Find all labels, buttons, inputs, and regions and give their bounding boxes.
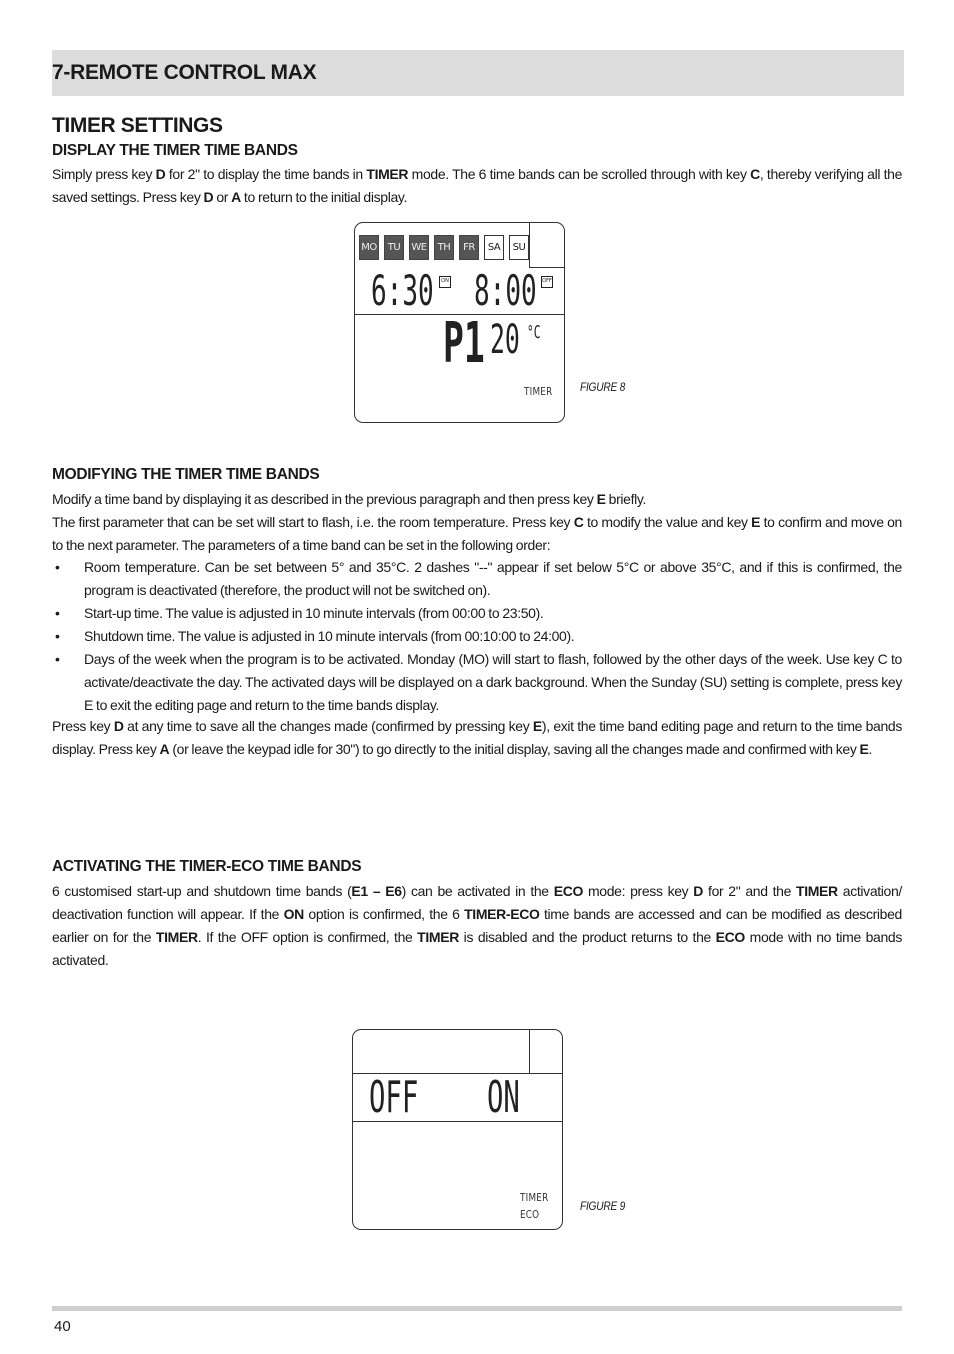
activate-paragraph: 6 customised start-up and shutdown time bands (E1 – E6) can be activated in the ECO mode: press key D for 2" and the TIMER activation/ deactivation function will appear. If the ON option is confirmed, the 6 TIMER-ECO time bands are accessed and can be modified as described earlier on for the TIMER. If the OFF option is confirmed, the TIMER is disabled and the product returns to the ECO mode with no time bands activated. <box>52 883 902 968</box>
section-header-bar <box>52 50 904 96</box>
stop-time: 8:00 <box>474 266 537 315</box>
list-item: • Start-up time. The value is adjusted in 10 minute intervals (from 00:00 to 23:50). <box>52 602 902 625</box>
section-title: 7-REMOTE CONTROL MAX <box>52 61 317 84</box>
day-we: WE <box>409 235 429 260</box>
display-paragraph: Simply press key D for 2" to display the time bands in TIMER mode. The 6 time bands can be scrolled through with key C, thereby verifying all the saved settings. Press key D or A to return to the initial display. <box>52 166 903 205</box>
parameter-list <box>52 556 902 717</box>
timer-settings-title: TIMER SETTINGS <box>52 114 223 137</box>
modify-paragraph-2: The first parameter that can be set will start to flash, i.e. the room temperature. Press key C to modify the value and key E to confirm and move on to the next parameter. The parameters of a time band can be set in the following order: <box>52 514 902 553</box>
lcd-corner-segment <box>529 223 564 268</box>
modify-heading: MODIFYING THE TIMER TIME BANDS <box>52 466 320 483</box>
list-item: • Days of the week when the program is to be activated. Monday (MO) will start to flash, followed by the other days of the week. Use key C to activate/deactivate the day. The activated days will be displayed on a dark background. When the Sunday (SU) setting is complete, press key E to exit the editing page and return to the time bands display. <box>52 648 902 717</box>
mode-label-timer: TIMER <box>520 1191 549 1204</box>
display-heading: DISPLAY THE TIMER TIME BANDS <box>52 142 298 159</box>
mode-label-eco: ECO <box>520 1208 540 1221</box>
figure8-caption: FIGURE 8 <box>580 380 626 394</box>
off-option: OFF <box>369 1072 419 1123</box>
activate-heading: ACTIVATING THE TIMER-ECO TIME BANDS <box>52 858 362 875</box>
page-number: 40 <box>54 1318 71 1335</box>
mode-label: TIMER <box>524 385 553 398</box>
start-time: 6:30 <box>371 266 434 315</box>
day-th: TH <box>434 235 454 260</box>
lcd-display-figure8 <box>354 222 565 423</box>
lcd-corner-segment <box>529 1030 530 1073</box>
day-tu: TU <box>384 235 404 260</box>
day-mo: MO <box>359 235 379 260</box>
program-number: P1 <box>443 311 485 376</box>
day-sa: SA <box>484 235 504 260</box>
list-item: • Shutdown time. The value is adjusted in 10 minute intervals (from 00:10:00 to 24:00). <box>52 625 902 648</box>
modify-paragraph-1: Modify a time band by displaying it as described in the previous paragraph and then press key E briefly. <box>52 491 647 507</box>
weekday-row <box>359 235 529 260</box>
footer-rule <box>52 1306 902 1311</box>
modify-paragraph-3: Press key D at any time to save all the changes made (confirmed by pressing key E), exit the time band editing page and return to the time bands display. Press key A (or leave the keypad idle for 30") to go directly to the initial display, saving all the changes made and confirmed with key E. <box>52 718 902 757</box>
on-indicator: ON <box>439 276 451 288</box>
day-fr: FR <box>459 235 479 260</box>
list-item: • Room temperature. Can be set between 5° and 35°C. 2 dashes "--" appear if set below 5°C or above 35°C, and if this is confirmed, the program is deactivated (therefore, the product will not be switched on). <box>52 556 902 602</box>
temperature-unit: °C <box>527 322 541 343</box>
off-indicator: OFF <box>541 276 553 288</box>
day-su: SU <box>509 235 529 260</box>
lcd-display-figure9 <box>352 1029 563 1230</box>
figure9-caption: FIGURE 9 <box>580 1199 626 1213</box>
set-temperature: 20 <box>490 317 520 363</box>
on-option: ON <box>487 1072 520 1123</box>
